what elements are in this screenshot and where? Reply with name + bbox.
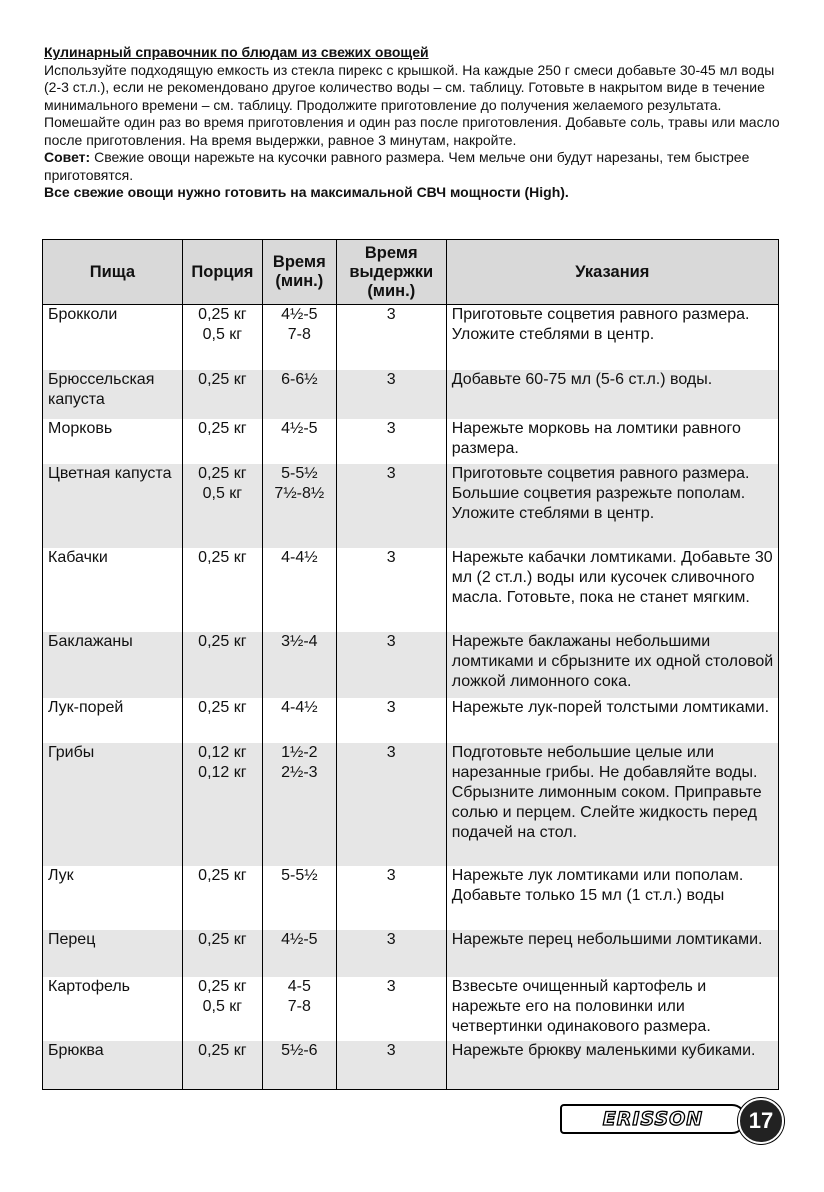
table-header-row: [43, 240, 779, 305]
standing-cell: 3: [336, 548, 446, 632]
portion-cell: [182, 977, 262, 1041]
portion-cell: [182, 743, 262, 866]
table-row: [43, 866, 779, 930]
food-cell: Картофель: [43, 977, 183, 1041]
portion-cell: 0,25 кг: [182, 370, 262, 419]
portion-value: 0,5 кг: [202, 484, 243, 502]
instructions-cell: Нарежьте кабачки ломтиками. Добавьте 30 мл (2 ст.л.) воды или кусочек сливочного масла. Готовьте, пока не станет мягким.: [446, 548, 778, 632]
instructions-cell: Нарежьте лук-порей толстыми ломтиками.: [446, 698, 778, 743]
time-cell: [262, 743, 336, 866]
food-cell: Брюссельская капуста: [43, 370, 183, 419]
food-cell: Лук-порей: [43, 698, 183, 743]
standing-cell: 3: [336, 464, 446, 548]
time-cell: 3½-4: [262, 632, 336, 698]
table-row: [43, 698, 779, 743]
instructions-cell: Нарежьте баклажаны небольшими ломтиками и сбрызните их одной столовой ложкой лимонного сока.: [446, 632, 778, 698]
power-note: Все свежие овощи нужно готовить на максимальной СВЧ мощности (High).: [44, 184, 569, 200]
header-standing-line3: (мин.): [367, 281, 416, 300]
portion-value: 0,25 кг: [198, 464, 247, 482]
standing-cell: 3: [336, 370, 446, 419]
standing-cell: 3: [336, 698, 446, 743]
table-row: [43, 419, 779, 464]
time-cell: 4-4½: [262, 698, 336, 743]
portion-cell: 0,25 кг: [182, 419, 262, 464]
table-row: [43, 464, 779, 548]
tip-label: Совет:: [44, 149, 91, 165]
instructions-cell: Приготовьте соцветия равного размера. Уложите стеблями в центр.: [446, 305, 778, 370]
page-number-badge: [738, 1098, 784, 1144]
time-cell: 4½-5: [262, 419, 336, 464]
page-title: Кулинарный справочник по блюдам из свежих овощей: [44, 44, 429, 60]
instructions-cell: Нарежьте перец небольшими ломтиками.: [446, 930, 778, 977]
food-cell: Цветная капуста: [43, 464, 183, 548]
time-value: 7-8: [287, 997, 311, 1015]
brand-name: ERISSON: [602, 1108, 704, 1130]
tip-paragraph: [44, 149, 784, 184]
standing-cell: 3: [336, 866, 446, 930]
portion-cell: [182, 464, 262, 548]
food-cell: Баклажаны: [43, 632, 183, 698]
food-cell: Кабачки: [43, 548, 183, 632]
header-portion: Порция: [182, 240, 262, 305]
vegetable-cooking-table: [42, 239, 779, 1090]
portion-cell: 0,25 кг: [182, 548, 262, 632]
time-cell: [262, 305, 336, 370]
food-cell: Брюква: [43, 1041, 183, 1090]
header-time-line1: Время: [272, 253, 326, 271]
time-value: 4½-5: [281, 306, 318, 323]
standing-cell: 3: [336, 632, 446, 698]
time-value: 7½-8½: [274, 484, 325, 502]
food-cell: Брокколи: [43, 305, 183, 370]
instructions-cell: Приготовьте соцветия равного размера. Большие соцветия разрежьте пополам. Уложите стеблями в центр.: [446, 464, 778, 548]
time-value: 7-8: [287, 326, 311, 343]
portion-value: 0,12 кг: [198, 743, 247, 761]
instructions-cell: Нарежьте морковь на ломтики равного размера.: [446, 419, 778, 464]
portion-cell: 0,25 кг: [182, 930, 262, 977]
portion-value: 0,5 кг: [202, 326, 243, 343]
time-cell: 5-5½: [262, 866, 336, 930]
time-cell: 5½-6: [262, 1041, 336, 1090]
time-cell: 4½-5: [262, 930, 336, 977]
portion-cell: 0,25 кг: [182, 866, 262, 930]
time-cell: [262, 464, 336, 548]
standing-cell: 3: [336, 977, 446, 1041]
table-row: [43, 370, 779, 419]
time-cell: 6-6½: [262, 370, 336, 419]
time-cell: [262, 977, 336, 1041]
header-time-line2: (мин.): [275, 272, 324, 290]
portion-value: 0,5 кг: [202, 997, 243, 1015]
table-row: [43, 977, 779, 1041]
header-standing-line2: выдержки: [349, 262, 434, 281]
table-row: [43, 743, 779, 866]
time-value: 1½-2: [281, 743, 318, 761]
standing-cell: 3: [336, 419, 446, 464]
portion-cell: [182, 305, 262, 370]
food-cell: Морковь: [43, 419, 183, 464]
table-row: [43, 1041, 779, 1090]
time-cell: 4-4½: [262, 548, 336, 632]
food-cell: Лук: [43, 866, 183, 930]
header-standing-line1: Время: [364, 243, 418, 262]
portion-value: 0,12 кг: [198, 763, 247, 781]
table-row: [43, 930, 779, 977]
standing-cell: 3: [336, 305, 446, 370]
standing-cell: 3: [336, 1041, 446, 1090]
food-cell: Грибы: [43, 743, 183, 866]
portion-value: 0,25 кг: [198, 306, 247, 323]
instructions-cell: Взвесьте очищенный картофель и нарежьте его на половинки или четвертинки одинакового размера.: [446, 977, 778, 1041]
header-instructions: Указания: [446, 240, 778, 305]
instructions-cell: Нарежьте брюкву маленькими кубиками.: [446, 1041, 778, 1090]
intro-section: [44, 44, 784, 202]
table-row: [43, 305, 779, 370]
table-row: [43, 632, 779, 698]
brand-logo: [560, 1104, 746, 1134]
header-time: [262, 240, 336, 305]
header-food: Пища: [43, 240, 183, 305]
standing-cell: 3: [336, 930, 446, 977]
portion-cell: 0,25 кг: [182, 1041, 262, 1090]
intro-paragraph: Используйте подходящую емкость из стекла пирекс с крышкой. На каждые 250 г смеси добавьте 30-45 мл воды (2-3 ст.л.), если не рекомендовано другое количество воды – см. таблицу. Готовьте в накрытом виде в течение минимального времени – см. таблицу. Продолжите приготовление до получения желаемого результата. Помешайте один раз во время приготовления и один раз после приготовления. Добавьте соль, травы или масло после приготовления. На время выдержки, равное 3 минутам, накройте.: [44, 61, 780, 148]
standing-cell: 3: [336, 743, 446, 866]
time-value: 5-5½: [281, 464, 318, 482]
time-value: 4-5: [287, 977, 311, 995]
food-cell: Перец: [43, 930, 183, 977]
instructions-cell: Нарежьте лук ломтиками или пополам. Добавьте только 15 мл (1 ст.л.) воды: [446, 866, 778, 930]
page-number: 17: [748, 1108, 774, 1133]
instructions-cell: Подготовьте небольшие целые или нарезанные грибы. Не добавляйте воды. Сбрызните лимонным соком. Приправьте солью и перцем. Слейте жидкость перед подачей на стол.: [446, 743, 778, 866]
portion-value: 0,25 кг: [198, 977, 247, 995]
instructions-cell: Добавьте 60-75 мл (5-6 ст.л.) воды.: [446, 370, 778, 419]
table-row: [43, 548, 779, 632]
tip-text: Свежие овощи нарежьте на кусочки равного размера. Чем мельче они будут нарезаны, тем быстрее приготовятся.: [44, 149, 750, 183]
header-standing-time: [336, 240, 446, 305]
portion-cell: 0,25 кг: [182, 698, 262, 743]
time-value: 2½-3: [281, 763, 318, 781]
portion-cell: 0,25 кг: [182, 632, 262, 698]
